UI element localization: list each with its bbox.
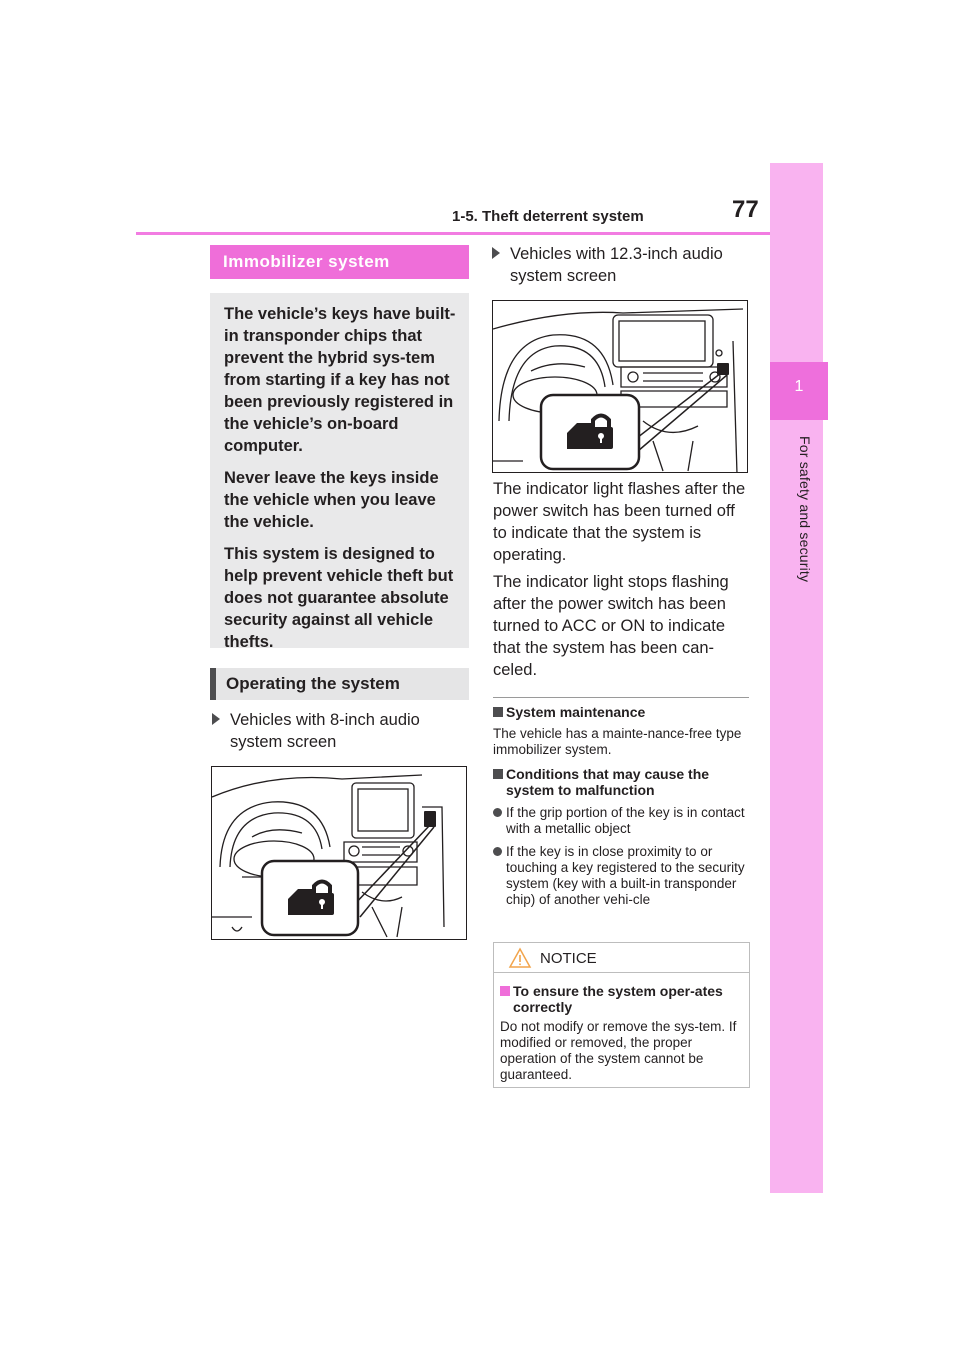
dashboard-illustration-12inch <box>493 301 748 473</box>
square-bullet-icon <box>500 986 510 996</box>
indicator-stop-paragraph: The indicator light stops flashing after the power switch has been turned to ACC or ON to indicate that the system has been can-celed. <box>493 573 729 679</box>
info-box <box>210 293 469 651</box>
page-number: 77 <box>732 196 759 223</box>
chapter-label: For safety and security <box>797 436 813 583</box>
heading-immobilizer-system: Immobilizer system <box>210 245 469 279</box>
malfunction-item: If the grip portion of the key is in contact with a metallic object <box>493 805 753 837</box>
malfunction-item: If the key is in close proximity to or touching a key registered to the security system (key with a built-in transponder chip) of another vehi-cle <box>493 844 753 908</box>
square-bullet-icon <box>493 707 503 717</box>
info-paragraph: Never leave the keys inside the vehicle when you leave the vehicle. <box>224 469 439 531</box>
section-title: 1-5. Theft deterrent system <box>452 208 644 225</box>
chapter-number: 1 <box>794 378 804 395</box>
info-paragraph: The vehicle’s keys have built-in transponder chips that prevent the hybrid sys-tem from starting if a key has not been previously registered in the vehicle’s on-board computer. <box>224 305 456 455</box>
square-bullet-icon <box>493 769 503 779</box>
notice-text: Do not modify or remove the sys-tem. If modified or removed, the proper operation of the system cannot be guaranteed. <box>500 1019 737 1082</box>
warning-triangle-icon <box>508 947 532 969</box>
round-bullet-icon <box>493 808 502 817</box>
notice-title: NOTICE <box>540 950 597 967</box>
bullet-12inch-text: Vehicles with 12.3-inch audio system screen <box>510 245 723 285</box>
dashboard-illustration-8inch <box>212 767 467 940</box>
round-bullet-icon <box>493 847 502 856</box>
side-tab <box>770 163 823 1193</box>
notice-header <box>494 943 749 973</box>
illustration-12inch-dashboard <box>492 300 748 473</box>
header-rule <box>136 232 770 235</box>
info-paragraph: This system is designed to help prevent vehicle theft but does not guarantee absolute security against all vehicle thefts. <box>224 545 454 651</box>
triangle-bullet-icon <box>492 247 500 259</box>
maintenance-text: The vehicle has a mainte-nance-free type immobilizer system. <box>493 726 742 757</box>
notice-box <box>493 942 750 1088</box>
heading-operating-the-system: Operating the system <box>210 668 469 700</box>
bullet-8inch-text: Vehicles with 8-inch audio system screen <box>230 711 420 751</box>
maintenance-heading: System maintenance <box>493 704 753 720</box>
bullet-12inch <box>492 243 752 287</box>
indicator-flash-paragraph: The indicator light flashes after the power switch has been turned off to indicate that the system is operating. <box>493 480 746 564</box>
section-divider <box>493 697 749 698</box>
bullet-8inch <box>212 709 462 753</box>
illustration-8inch-dashboard <box>211 766 467 940</box>
notice-heading: To ensure the system oper-ates correctly <box>500 983 740 1015</box>
malfunction-heading: Conditions that may cause the system to malfunction <box>493 766 753 798</box>
triangle-bullet-icon <box>212 713 220 725</box>
